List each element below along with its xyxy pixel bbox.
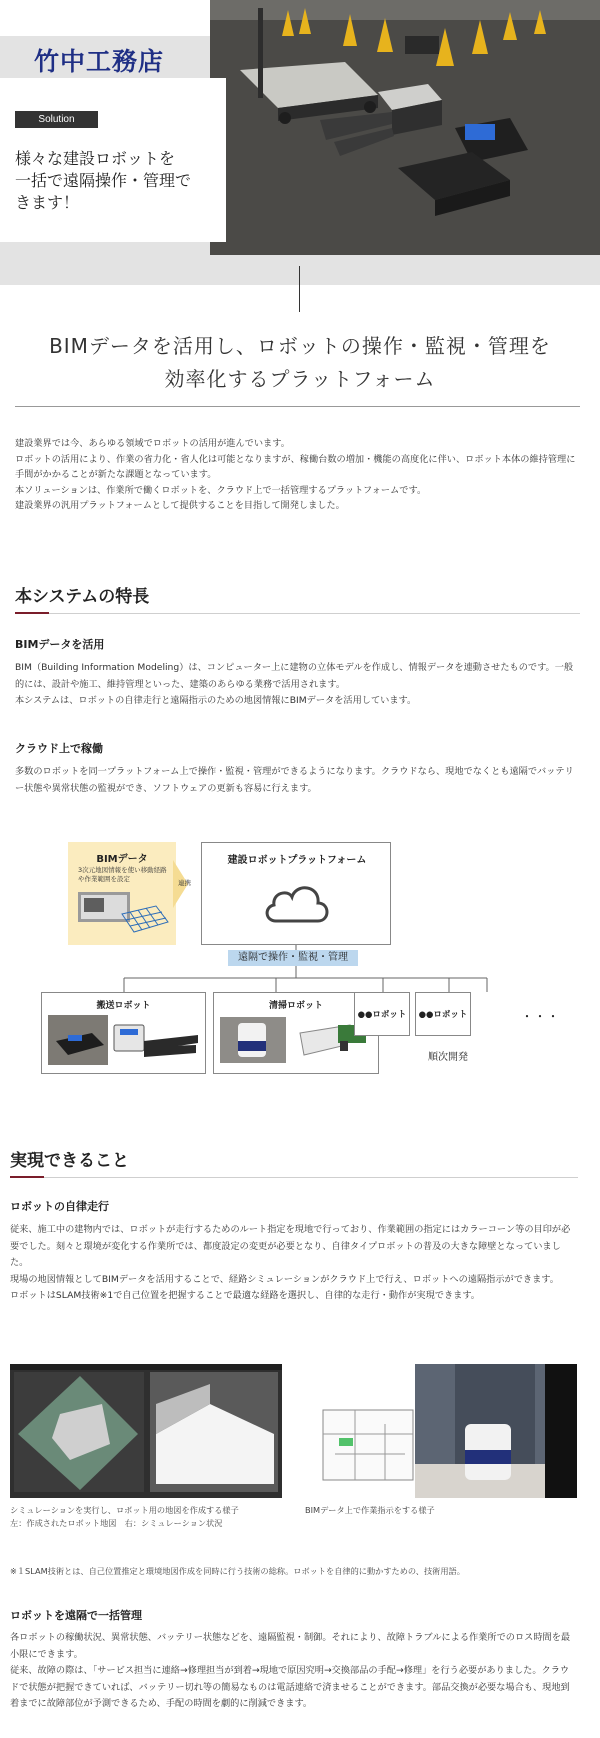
feature-paragraph: 多数のロボットを同一プラットフォーム上で操作・監視・管理ができるようになります。クラウドなら、現地でなくとも遠隔でバッテリー状態や異常状態の監視ができ、ソフトウェアの更新も容易に行えます。 (15, 766, 574, 794)
link-label: 連携 (178, 879, 191, 887)
feature-paragraph: 本システムは、ロボットの自律走行と遠隔指示のための地図情報にBIMデータを活用しています。 (15, 695, 417, 706)
remote-management-body (10, 1630, 578, 1713)
slam-footnote: ※１SLAM技術とは、自己位置推定と環境地図作成を同時に行う技術の総称。ロボットを自律的に動かすための、技術用語。 (10, 1566, 465, 1576)
autonomous-body (10, 1222, 578, 1305)
autonomous-paragraph: ロボットはSLAM技術※1で自己位置を把握することで最適な経路を選択し、自律的な走行・動作が実現できます。 (10, 1290, 480, 1301)
features-heading: 本システムの特長 (15, 587, 150, 607)
bim-data-description: 3次元地図情報を使い移動経路や作業範囲を設定 (78, 866, 167, 883)
system-diagram (38, 838, 563, 1078)
hero (0, 0, 600, 285)
transport-robot-image (48, 1015, 200, 1067)
catch-line: きます！ (15, 193, 80, 212)
future-robot-box: ●●ロボット (354, 992, 410, 1036)
catch-line: 一括で遠隔操作・管理で (15, 171, 192, 190)
features-divider (15, 613, 580, 614)
platform-box (201, 842, 391, 945)
cleaning-robot-image (220, 1015, 372, 1067)
feature-body-bim (15, 660, 580, 710)
intro-paragraph: 建設業界では今、あらゆる領域でロボットの活用が進んでいます。 (15, 438, 290, 449)
hero-catchcopy (15, 148, 210, 214)
title-line: 効率化するプラットフォーム (164, 367, 436, 391)
cloud-icon (262, 877, 332, 927)
intro-paragraph: ロボットの活用により、作業の省力化・省人化は可能となりますが、稼働台数の増加・機能の高度化に伴い、ロボット本体の維持管理に手間がかかることが新たな課題となっています。 (15, 453, 576, 480)
hero-robots-photo (210, 0, 600, 255)
transport-robot-box (41, 992, 206, 1074)
intro-paragraph: 建設業界の汎用プラットフォームとして提供することを目指して開発しました。 (15, 500, 345, 511)
cleaning-robot-title: 清掃ロボット (268, 1001, 323, 1011)
feature-title-cloud: クラウド上で稼働 (15, 742, 103, 755)
feature-paragraph: BIM（Building Information Modeling）は、コンピューター上に建物の立体モデルを作成し、情報データを連動させたものです。一般的には、設計や施工、維持管理といった、建築のあらゆる業務で活用されます。 (15, 662, 574, 690)
bim-instruction-caption: BIMデータ上で作業指示をする様子 (305, 1505, 435, 1515)
platform-title: 建設ロボットプラットフォーム (227, 855, 367, 866)
achieve-heading: 実現できること (10, 1151, 129, 1171)
intro-text (15, 436, 580, 514)
achieve-accent-bar (10, 1176, 44, 1178)
remote-paragraph: 従来、故障の際は、「サービス担当に連絡→修理担当が到着→現地で原因究明→交換部品の手配→修理」を行う必要がありました。クラウドで状態が把握できていれば、バッテリー切れ等の簡易なものは電話連絡で済ませることができます。部品交換が必要な場合も、現地到着までに故障部位が予測できるため、手配の時間を劇的に削減できます。 (10, 1665, 570, 1709)
feature-body-cloud (15, 764, 580, 797)
solution-badge: Solution (15, 111, 98, 128)
bim-instruction-photo (305, 1364, 577, 1498)
autonomous-paragraph: 従来、施工中の建物内では、ロボットが走行するためのルート指定を現地で行っており、作業範囲の指定にはカラーコーン等の目印が必要でした。刻々と環境が変化する作業所では、都度設定の変更が必要となり、自律タイプロボットの普及の大きな障壁となっていました。 (10, 1224, 571, 1268)
bim-screenshot-image (78, 892, 170, 938)
title-divider (15, 406, 580, 407)
more-indicator: ・・・ (522, 1012, 561, 1023)
remote-management-title: ロボットを遠隔で一括管理 (10, 1609, 142, 1622)
autonomous-title: ロボットの自律走行 (10, 1200, 109, 1213)
intro-paragraph: 本ソリューションは、作業所で働くロボットを、クラウド上で一括管理するプラットフォームです。 (15, 484, 427, 496)
feature-title-bim: BIMデータを活用 (15, 638, 105, 651)
autonomous-paragraph: 現場の地図情報としてBIMデータを活用することで、経路シミュレーションがクラウド上で行え、ロボットへの遠隔指示ができます。 (10, 1273, 559, 1285)
vertical-divider (299, 266, 300, 312)
future-robot-box: ●●ロボット (415, 992, 471, 1036)
features-accent-bar (15, 612, 49, 614)
sequential-development-label: 順次開発 (428, 1052, 468, 1063)
simulation-screenshot (10, 1364, 282, 1498)
caption-line: シミュレーションを実行し、ロボット用の地図を作成する様子 (10, 1505, 239, 1515)
catch-line: 様々な建設ロボットを (15, 149, 176, 168)
remote-paragraph: 各ロボットの稼働状況、異常状態、バッテリー状態などを、遠隔監視・制御。それにより、故障トラブルによる作業所でのロス時間を最小限にできます。 (10, 1632, 571, 1660)
company-name: 竹中工務店 (34, 47, 165, 76)
title-line: BIMデータを活用し、ロボットの操作・監視・管理を (49, 334, 551, 358)
caption-line: 左：作成されたロボット地図 右：シミュレーション状況 (10, 1518, 223, 1528)
bim-data-title: BIMデータ (96, 854, 148, 865)
simulation-caption (10, 1504, 239, 1530)
achieve-divider (10, 1177, 578, 1178)
transport-robot-title: 搬送ロボット (96, 1001, 151, 1011)
bim-data-box (68, 842, 176, 945)
remote-control-label: 遠隔で操作・監視・管理 (228, 950, 358, 966)
page-title (0, 330, 600, 396)
